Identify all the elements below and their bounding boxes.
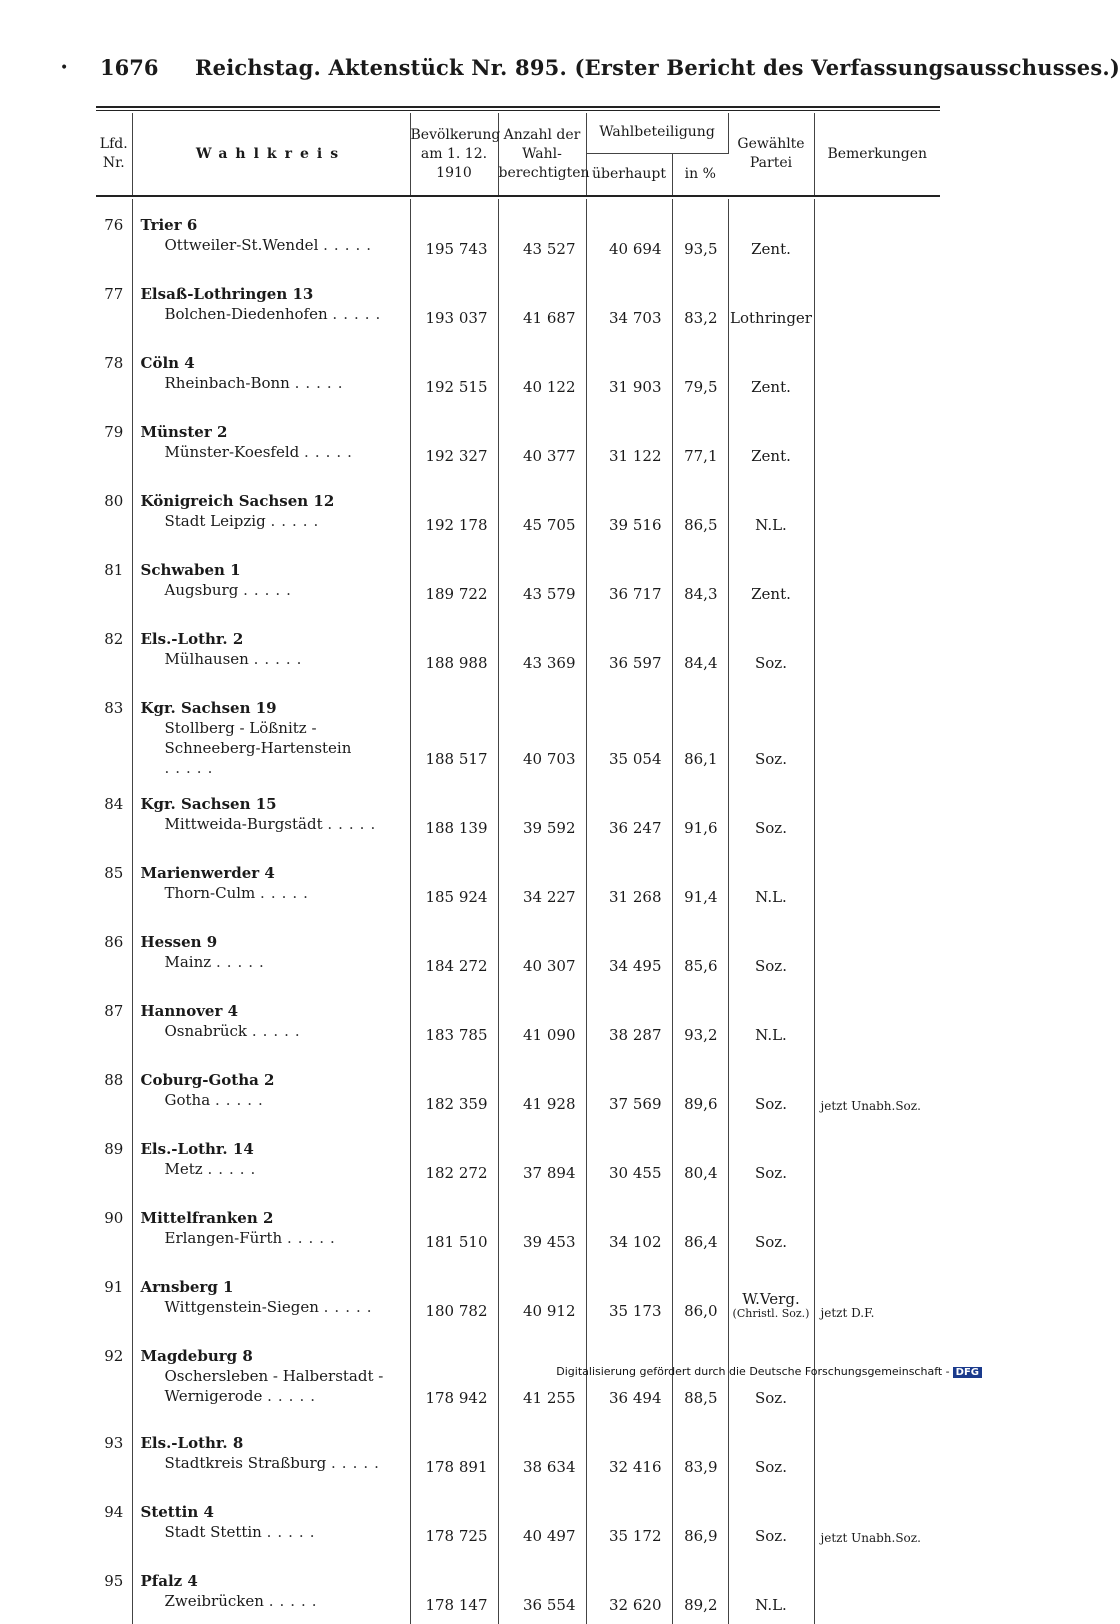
party-name: Soz.	[755, 1527, 787, 1545]
wahlkreis-cell	[132, 1192, 410, 1261]
district-name: Thorn-Culm	[164, 884, 256, 902]
votes-cast-cell: 32 620	[586, 1555, 672, 1624]
col-header-ueberhaupt: überhaupt	[586, 153, 672, 196]
population-cell: 192 327	[410, 406, 498, 475]
table-row	[96, 682, 940, 778]
party-subnote: (Christl. Soz.)	[732, 1307, 810, 1320]
district-name: Stadt Stettin	[164, 1523, 262, 1541]
remark-cell: jetzt D.F.	[820, 1306, 875, 1320]
table-row	[96, 1417, 940, 1486]
turnout-percent-cell: 86,1	[672, 682, 728, 778]
votes-cast-cell: 34 102	[586, 1192, 672, 1261]
population-cell: 183 785	[410, 985, 498, 1054]
row-number: 89	[96, 1123, 132, 1192]
votes-cast-cell: 40 694	[586, 199, 672, 268]
turnout-percent-cell: 91,6	[672, 778, 728, 847]
remark-cell	[814, 544, 940, 613]
district-line	[141, 442, 410, 462]
district-name: Mittweida-Burgstädt	[164, 815, 323, 833]
row-number: 77	[96, 268, 132, 337]
population-cell: 180 782	[410, 1261, 498, 1330]
remark-cell	[814, 1417, 940, 1486]
row-number: 82	[96, 613, 132, 682]
region-name: Els.-Lothr. 14	[140, 1140, 254, 1158]
row-number: 88	[96, 1054, 132, 1123]
region-name: Königreich Sachsen 12	[140, 492, 335, 510]
leader-dots: .....	[260, 884, 314, 902]
district-name: Mainz	[164, 953, 212, 971]
leader-dots: .....	[207, 1160, 262, 1178]
eligible-voters-cell: 43 579	[498, 544, 586, 613]
party-cell	[728, 1123, 814, 1192]
table-row	[96, 916, 940, 985]
table-row	[96, 1054, 940, 1123]
party-cell	[728, 1486, 814, 1555]
leader-dots: .....	[251, 1022, 306, 1040]
district-line	[141, 883, 410, 903]
dfg-logo: DFG	[953, 1367, 982, 1378]
party-cell	[728, 613, 814, 682]
turnout-percent-cell: 86,9	[672, 1486, 728, 1555]
population-cell: 188 988	[410, 613, 498, 682]
eligible-voters-cell: 40 122	[498, 337, 586, 406]
district-line	[141, 952, 410, 972]
district-line	[141, 1522, 410, 1542]
region-name: Stettin 4	[140, 1503, 214, 1521]
leader-dots: .....	[214, 1091, 269, 1109]
page-header	[100, 55, 1120, 89]
remark-cell	[814, 613, 940, 682]
remark-cell	[814, 847, 940, 916]
region-name: Kgr. Sachsen 19	[140, 699, 277, 717]
leader-dots: .....	[270, 512, 325, 530]
turnout-percent-cell: 77,1	[672, 406, 728, 475]
population-cell: 182 359	[410, 1054, 498, 1123]
district-line	[141, 580, 410, 600]
turnout-percent-cell: 84,4	[672, 613, 728, 682]
party-name: Soz.	[755, 1233, 787, 1251]
row-number: 90	[96, 1192, 132, 1261]
district-name: Rheinbach-Bonn	[164, 374, 290, 392]
turnout-percent-cell: 83,9	[672, 1417, 728, 1486]
party-name: N.L.	[755, 1596, 787, 1614]
col-header-in-prozent: in %	[684, 165, 716, 182]
table-row	[96, 475, 940, 544]
table-row	[96, 337, 940, 406]
party-name: N.L.	[755, 888, 787, 906]
party-name: Soz.	[755, 1458, 787, 1476]
turnout-percent-cell: 89,6	[672, 1054, 728, 1123]
eligible-voters-cell: 43 369	[498, 613, 586, 682]
remark-cell: jetzt Unabh.Soz.	[820, 1531, 921, 1545]
district-name: Osnabrück	[164, 1022, 248, 1040]
remark-cell	[814, 1555, 940, 1624]
wahlkreis-cell	[132, 985, 410, 1054]
turnout-percent-cell: 88,5	[672, 1330, 728, 1417]
wahlkreis-cell	[132, 1486, 410, 1555]
wahlkreis-cell	[132, 1123, 410, 1192]
district-line	[141, 649, 410, 669]
district-line	[141, 1591, 410, 1611]
population-cell: 192 515	[410, 337, 498, 406]
wahlkreis-cell	[132, 337, 410, 406]
district-line	[141, 814, 410, 834]
party-cell	[728, 1417, 814, 1486]
party-name: N.L.	[755, 1026, 787, 1044]
col-header-bevoelkerung: Bevölkerung am 1. 12. 1910	[410, 113, 498, 196]
remark-cell: jetzt Unabh.Soz.	[820, 1099, 921, 1113]
eligible-voters-cell: 39 592	[498, 778, 586, 847]
row-number: 93	[96, 1417, 132, 1486]
wahlkreis-cell	[132, 682, 410, 778]
region-name: Coburg-Gotha 2	[140, 1071, 275, 1089]
district-name: Gotha	[164, 1091, 211, 1109]
page-title: Reichstag. Aktenstück Nr. 895. (Erster Bericht des Verfassungsausschusses.)	[195, 55, 1120, 80]
party-name: Soz.	[755, 819, 787, 837]
col-header-wahlkreis: Wahlkreis	[132, 113, 410, 196]
leader-dots: .....	[215, 953, 270, 971]
votes-cast-cell: 31 903	[586, 337, 672, 406]
col-header-nr: Lfd. Nr.	[96, 113, 132, 196]
party-cell	[728, 406, 814, 475]
eligible-voters-cell: 41 090	[498, 985, 586, 1054]
table-row	[96, 1555, 940, 1624]
party-name: W.Verg.	[742, 1290, 800, 1308]
party-name: Soz.	[755, 1389, 787, 1407]
district-line	[141, 304, 410, 324]
leader-dots: .....	[332, 305, 387, 323]
col-header-wahlbeteiligung: Wahlbeteiligung	[586, 113, 728, 153]
row-number: 87	[96, 985, 132, 1054]
wahlkreis-cell	[132, 613, 410, 682]
table-top-rule	[96, 106, 940, 108]
district-line	[141, 1090, 410, 1110]
leader-dots: .....	[323, 1298, 378, 1316]
region-name: Mittelfranken 2	[140, 1209, 274, 1227]
eligible-voters-cell: 43 527	[498, 199, 586, 268]
table-row	[96, 1486, 940, 1555]
remark-cell	[814, 268, 940, 337]
party-cell	[728, 475, 814, 544]
turnout-percent-cell: 86,4	[672, 1192, 728, 1261]
leader-dots: .....	[294, 374, 349, 392]
leader-dots: .....	[243, 581, 297, 599]
eligible-voters-cell: 40 703	[498, 682, 586, 778]
leader-dots: .....	[331, 1454, 385, 1472]
turnout-percent-cell: 79,5	[672, 337, 728, 406]
population-cell: 185 924	[410, 847, 498, 916]
party-name: Soz.	[755, 957, 787, 975]
col-header-wahlberechtigte: Anzahl der Wahl-berechtigten	[498, 113, 586, 196]
table-row	[96, 1192, 940, 1261]
votes-cast-cell: 31 122	[586, 406, 672, 475]
population-cell: 193 037	[410, 268, 498, 337]
leader-dots: .....	[286, 1229, 341, 1247]
votes-cast-cell: 36 247	[586, 778, 672, 847]
population-cell: 195 743	[410, 199, 498, 268]
district-line	[141, 1297, 410, 1317]
leader-dots: .....	[253, 650, 308, 668]
row-number: 94	[96, 1486, 132, 1555]
region-name: Pfalz 4	[140, 1572, 198, 1590]
election-table	[96, 199, 940, 1624]
party-cell	[728, 682, 814, 778]
votes-cast-cell: 36 597	[586, 613, 672, 682]
wahlkreis-cell	[132, 1417, 410, 1486]
party-cell	[728, 985, 814, 1054]
party-name: Zent.	[751, 585, 791, 603]
row-number: 86	[96, 916, 132, 985]
population-cell: 178 891	[410, 1417, 498, 1486]
wahlkreis-cell	[132, 916, 410, 985]
row-number: 83	[96, 682, 132, 778]
table-row	[96, 268, 940, 337]
turnout-percent-cell: 93,2	[672, 985, 728, 1054]
votes-cast-cell: 30 455	[586, 1123, 672, 1192]
region-name: Münster 2	[140, 423, 228, 441]
wahlkreis-cell	[132, 1261, 410, 1330]
votes-cast-cell: 32 416	[586, 1417, 672, 1486]
table-row	[96, 199, 940, 268]
region-name: Elsaß-Lothringen 13	[140, 285, 314, 303]
votes-cast-cell: 34 495	[586, 916, 672, 985]
district-line	[141, 1159, 410, 1179]
eligible-voters-cell: 40 377	[498, 406, 586, 475]
remark-cell	[814, 1123, 940, 1192]
votes-cast-cell: 36 717	[586, 544, 672, 613]
remark-cell	[814, 682, 940, 778]
population-cell: 181 510	[410, 1192, 498, 1261]
eligible-voters-cell: 41 928	[498, 1054, 586, 1123]
district-name: Stollberg - Lößnitz - Schneeberg-Hartenstein	[164, 719, 352, 757]
eligible-voters-cell: 40 912	[498, 1261, 586, 1330]
population-cell: 189 722	[410, 544, 498, 613]
table-header	[96, 113, 940, 197]
party-name: Zent.	[751, 240, 791, 258]
turnout-percent-cell: 83,2	[672, 268, 728, 337]
district-name: Ottweiler-St.Wendel	[164, 236, 319, 254]
table-row	[96, 1123, 940, 1192]
eligible-voters-cell: 41 255	[498, 1330, 586, 1417]
population-cell: 192 178	[410, 475, 498, 544]
leader-dots: .....	[268, 1592, 323, 1610]
district-line	[141, 1453, 410, 1473]
party-cell	[728, 199, 814, 268]
population-cell: 178 942	[410, 1330, 498, 1417]
district-name: Stadt Leipzig	[164, 512, 266, 530]
party-name: Lothringer	[730, 309, 812, 327]
row-number: 91	[96, 1261, 132, 1330]
district-name: Augsburg	[164, 581, 239, 599]
population-cell: 184 272	[410, 916, 498, 985]
row-number: 81	[96, 544, 132, 613]
page-number: 1676	[100, 55, 159, 80]
turnout-percent-cell: 86,0	[672, 1261, 728, 1330]
remark-cell	[814, 475, 940, 544]
col-header-bemerkungen: Bemerkungen	[827, 145, 928, 162]
district-name: Bolchen-Diedenhofen	[164, 305, 328, 323]
margin-dot: •	[60, 60, 69, 76]
row-number: 85	[96, 847, 132, 916]
leader-dots: .....	[266, 1523, 321, 1541]
row-number: 76	[96, 199, 132, 268]
population-cell: 178 147	[410, 1555, 498, 1624]
eligible-voters-cell: 36 554	[498, 1555, 586, 1624]
region-name: Cöln 4	[140, 354, 195, 372]
votes-cast-cell: 35 172	[586, 1486, 672, 1555]
leader-dots: .....	[164, 759, 219, 777]
party-cell	[728, 337, 814, 406]
wahlkreis-cell	[132, 199, 410, 268]
party-cell	[728, 778, 814, 847]
remark-cell	[814, 778, 940, 847]
turnout-percent-cell: 91,4	[672, 847, 728, 916]
party-name: Soz.	[755, 750, 787, 768]
votes-cast-cell: 35 173	[586, 1261, 672, 1330]
district-line	[141, 373, 410, 393]
remark-cell	[814, 337, 940, 406]
party-name: Zent.	[751, 378, 791, 396]
region-name: Magdeburg 8	[140, 1347, 253, 1365]
party-cell	[728, 847, 814, 916]
turnout-percent-cell: 89,2	[672, 1555, 728, 1624]
district-line	[141, 1228, 410, 1248]
region-name: Trier 6	[140, 216, 198, 234]
party-cell	[728, 268, 814, 337]
wahlkreis-cell	[132, 268, 410, 337]
party-name: Soz.	[755, 654, 787, 672]
population-cell: 182 272	[410, 1123, 498, 1192]
turnout-percent-cell: 84,3	[672, 544, 728, 613]
footer-text: Digitalisierung gefördert durch die Deutsche Forschungsgemeinschaft -	[556, 1365, 950, 1378]
wahlkreis-cell	[132, 778, 410, 847]
party-cell	[728, 544, 814, 613]
eligible-voters-cell: 37 894	[498, 1123, 586, 1192]
votes-cast-cell: 38 287	[586, 985, 672, 1054]
table-row	[96, 985, 940, 1054]
district-line	[141, 235, 410, 255]
district-name: Zweibrücken	[164, 1592, 264, 1610]
remark-cell	[814, 1192, 940, 1261]
region-name: Els.-Lothr. 2	[140, 630, 244, 648]
votes-cast-cell: 31 268	[586, 847, 672, 916]
votes-cast-cell: 34 703	[586, 268, 672, 337]
remark-cell	[814, 199, 940, 268]
table-row	[96, 778, 940, 847]
district-name: Mülhausen	[164, 650, 249, 668]
region-name: Hannover 4	[140, 1002, 239, 1020]
wahlkreis-cell	[132, 475, 410, 544]
turnout-percent-cell: 85,6	[672, 916, 728, 985]
eligible-voters-cell: 34 227	[498, 847, 586, 916]
eligible-voters-cell: 45 705	[498, 475, 586, 544]
party-name: Soz.	[755, 1095, 787, 1113]
district-line	[141, 511, 410, 531]
eligible-voters-cell: 38 634	[498, 1417, 586, 1486]
eligible-voters-cell: 40 497	[498, 1486, 586, 1555]
district-name: Münster-Koesfeld	[164, 443, 300, 461]
leader-dots: .....	[304, 443, 358, 461]
party-cell	[728, 916, 814, 985]
leader-dots: .....	[323, 236, 377, 254]
district-name: Stadtkreis Straßburg	[164, 1454, 327, 1472]
turnout-percent-cell: 80,4	[672, 1123, 728, 1192]
district-name: Wittgenstein-Siegen	[164, 1298, 319, 1316]
region-name: Marienwerder 4	[140, 864, 275, 882]
remark-cell	[814, 916, 940, 985]
wahlkreis-cell	[132, 847, 410, 916]
remark-cell	[814, 985, 940, 1054]
party-name: Zent.	[751, 447, 791, 465]
population-cell: 188 517	[410, 682, 498, 778]
table-row	[96, 1261, 940, 1330]
row-number: 80	[96, 475, 132, 544]
region-name: Kgr. Sachsen 15	[140, 795, 277, 813]
region-name: Hessen 9	[140, 933, 218, 951]
wahlkreis-cell	[132, 1555, 410, 1624]
remark-cell	[814, 406, 940, 475]
votes-cast-cell: 35 054	[586, 682, 672, 778]
district-line	[141, 1366, 410, 1406]
table-row	[96, 613, 940, 682]
votes-cast-cell: 37 569	[586, 1054, 672, 1123]
party-name: Soz.	[755, 1164, 787, 1182]
col-header-partei: Gewählte Partei	[728, 113, 814, 196]
district-line	[141, 718, 410, 778]
district-name: Metz	[164, 1160, 203, 1178]
leader-dots: .....	[267, 1387, 321, 1405]
party-cell	[728, 1555, 814, 1624]
wahlkreis-cell	[132, 1054, 410, 1123]
party-cell	[728, 1192, 814, 1261]
table-row	[96, 406, 940, 475]
votes-cast-cell: 39 516	[586, 475, 672, 544]
row-number: 92	[96, 1330, 132, 1417]
eligible-voters-cell: 39 453	[498, 1192, 586, 1261]
wahlkreis-cell	[132, 406, 410, 475]
district-name: Oschersleben - Halberstadt - Wernigerode	[164, 1367, 384, 1405]
party-cell	[728, 1054, 814, 1123]
population-cell: 188 139	[410, 778, 498, 847]
party-name: N.L.	[755, 516, 787, 534]
population-cell: 178 725	[410, 1486, 498, 1555]
table-row	[96, 544, 940, 613]
region-name: Els.-Lothr. 8	[140, 1434, 244, 1452]
region-name: Schwaben 1	[140, 561, 241, 579]
row-number: 79	[96, 406, 132, 475]
footer-credit	[556, 1365, 982, 1378]
turnout-percent-cell: 93,5	[672, 199, 728, 268]
eligible-voters-cell: 41 687	[498, 268, 586, 337]
table-top-rule-thin	[96, 110, 940, 111]
wahlkreis-cell	[132, 1330, 410, 1417]
party-cell	[728, 1261, 814, 1330]
region-name: Arnsberg 1	[140, 1278, 234, 1296]
district-line	[141, 1021, 410, 1041]
district-name: Erlangen-Fürth	[164, 1229, 283, 1247]
turnout-percent-cell: 86,5	[672, 475, 728, 544]
wahlkreis-cell	[132, 544, 410, 613]
row-number: 84	[96, 778, 132, 847]
row-number: 95	[96, 1555, 132, 1624]
leader-dots: .....	[327, 815, 382, 833]
eligible-voters-cell: 40 307	[498, 916, 586, 985]
row-number: 78	[96, 337, 132, 406]
table-row	[96, 847, 940, 916]
votes-cast-cell: 36 494	[586, 1330, 672, 1417]
